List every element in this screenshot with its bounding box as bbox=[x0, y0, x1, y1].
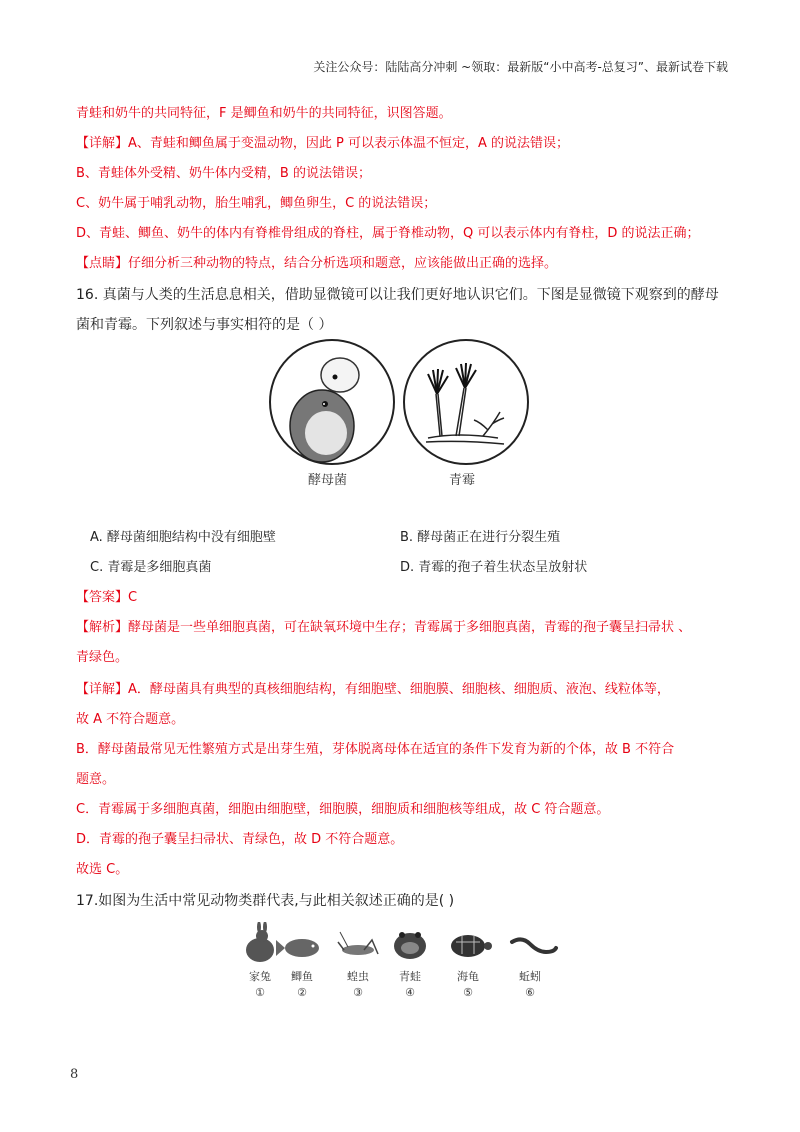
animal-num-2: ② bbox=[297, 986, 307, 999]
animal-name-5: 海龟 bbox=[457, 970, 479, 983]
q16-detail-line1: 【详解】A．酵母菌具有典型的真核细胞结构，有细胞壁、细胞膜、细胞核、细胞质、液泡、线粒体等， bbox=[76, 682, 670, 697]
q15-tip: 【点睛】仔细分析三种动物的特点，结合分析选项和题意，应该能做出正确的选择。 bbox=[76, 256, 558, 271]
animal-num-6: ⑥ bbox=[525, 986, 535, 999]
rabbit-icon bbox=[246, 922, 274, 962]
yeast-illustration bbox=[270, 340, 394, 464]
animal-name-4: 青蛙 bbox=[399, 970, 421, 983]
q16-detail-line4: 题意。 bbox=[76, 772, 116, 787]
q16-analysis-line2: 青绿色。 bbox=[76, 650, 129, 665]
q16-answer: 【答案】C bbox=[76, 590, 138, 605]
intro-line: 青蛙和奶牛的共同特征，F 是鲫鱼和奶牛的共同特征，识图答题。 bbox=[76, 106, 452, 121]
earthworm-icon bbox=[512, 939, 556, 952]
turtle-icon bbox=[451, 935, 492, 957]
q16-analysis-line1: 【解析】酵母菌是一些单细胞真菌，可在缺氧环境中生存；青霉属于多细胞真菌，青霉的孢子囊呈扫帚状 、 bbox=[76, 620, 692, 635]
q15-detail-d: D、青蛙、鲫鱼、奶牛的体内有脊椎骨组成的脊柱，属于脊椎动物，Q 可以表示体内有脊柱，D 的说法正确； bbox=[76, 226, 700, 241]
q16-option-b: B. 酵母菌正在进行分裂生殖 bbox=[400, 530, 561, 545]
q16-detail-line2: 故 A 不符合题意。 bbox=[76, 712, 185, 727]
animal-num-3: ③ bbox=[353, 986, 363, 999]
q16-option-a: A. 酵母菌细胞结构中没有细胞壁 bbox=[90, 530, 276, 545]
q16-conclusion: 故选 C。 bbox=[76, 862, 129, 877]
penicillium-illustration bbox=[404, 340, 528, 464]
q16-detail-line5: C．青霉属于多细胞真菌，细胞由细胞壁，细胞膜，细胞质和细胞核等组成，故 C 符合题意。 bbox=[76, 802, 610, 817]
animal-num-4: ④ bbox=[405, 986, 415, 999]
animal-name-6: 蚯蚓 bbox=[519, 970, 541, 983]
q15-detail-b: B、青蛙体外受精、奶牛体内受精，B 的说法错误； bbox=[76, 166, 371, 181]
q16-detail-line3: B．酵母菌最常见无性繁殖方式是出芽生殖，芽体脱离母体在适宜的条件下发育为新的个体，故 B 不符合 bbox=[76, 742, 675, 757]
q15-detail-a: 【详解】A、青蛙和鲫鱼属于变温动物，因此 P 可以表示体温不恒定，A 的说法错误； bbox=[76, 136, 570, 151]
animal-num-5: ⑤ bbox=[463, 986, 473, 999]
q15-detail-c: C、奶牛属于哺乳动物，胎生哺乳，鲫鱼卵生，C 的说法错误； bbox=[76, 196, 437, 211]
animal-name-1: 家兔 bbox=[249, 970, 271, 983]
q17-stem: 17.如图为生活中常见动物类群代表,与此相关叙述正确的是( ) bbox=[76, 893, 455, 909]
fig-label-yeast: 酵母菌 bbox=[308, 473, 348, 488]
animal-name-3: 蝗虫 bbox=[347, 970, 369, 983]
q16-stem-line2: 菌和青霉。下列叙述与事实相符的是（ ） bbox=[76, 317, 333, 333]
fig-label-penicillium: 青霉 bbox=[449, 473, 476, 488]
fish-icon bbox=[276, 939, 319, 957]
locust-icon bbox=[338, 932, 378, 955]
animal-name-2: 鲫鱼 bbox=[291, 970, 313, 983]
q16-figure bbox=[268, 336, 538, 488]
q16-option-d: D. 青霉的孢子着生状态呈放射状 bbox=[400, 560, 588, 575]
q16-option-c: C. 青霉是多细胞真菌 bbox=[90, 560, 212, 575]
frog-icon bbox=[394, 932, 426, 959]
page-number: 8 bbox=[70, 1067, 79, 1082]
page-header: 关注公众号：陆陆高分冲刺 ~领取：最新版“小中高考-总复习”、最新试卷下载 bbox=[313, 60, 728, 74]
animal-num-1: ① bbox=[255, 986, 265, 999]
q17-animal-strip bbox=[240, 922, 560, 966]
q16-stem-line1: 16. 真菌与人类的生活息息相关，借助显微镜可以让我们更好地认识它们。下图是显微镜下观察到的酵母 bbox=[76, 287, 719, 303]
q16-detail-line6: D．青霉的孢子囊呈扫帚状、青绿色，故 D 不符合题意。 bbox=[76, 832, 404, 847]
